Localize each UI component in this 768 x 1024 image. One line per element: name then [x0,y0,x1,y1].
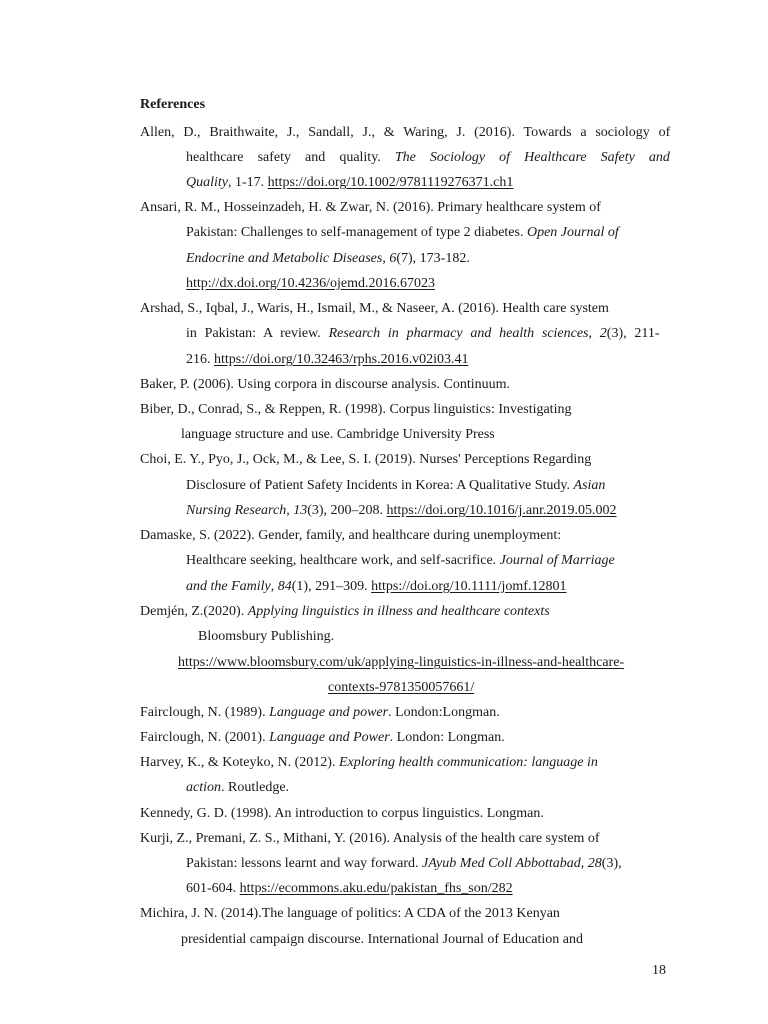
reference-text: Demjén, Z.(2020). [140,604,248,619]
reference-line [140,527,561,545]
reference-line [140,704,500,722]
reference-italic-text: Journal of Marriage [499,553,615,568]
reference-text: Damaske, S. (2022). Gender, family, and healthcare during unemployment: [140,528,562,543]
reference-italic-text: action [186,780,221,795]
reference-italic-text: 2 [599,326,607,341]
reference-line [181,426,495,444]
reference-line [186,149,670,167]
reference-text: Biber, D., Conrad, S., & Reppen, R. (1998). Corpus linguistics: Investigating [140,402,572,417]
reference-text: Disclosure of Patient Safety Incidents in Korea: A Qualitative Study. [186,478,574,493]
reference-line [140,199,601,217]
reference-line [140,451,591,469]
reference-italic-text: and the Family [186,579,271,594]
reference-line [186,855,622,873]
reference-text: (3), [601,856,622,871]
reference-line [186,779,289,797]
reference-link[interactable]: https://doi.org/10.1016/j.anr.2019.05.002 [386,503,617,518]
reference-line [140,805,544,823]
reference-italic-text: Applying linguistics in illness and healthcare contexts [247,604,550,619]
reference-italic-text: Open Journal of [526,225,619,240]
reference-text: , [270,579,278,594]
reference-line [186,224,619,242]
reference-line [140,729,505,747]
reference-line [186,552,615,570]
reference-italic-text: Endocrine and Metabolic Diseases [186,251,383,266]
reference-link[interactable]: https://doi.org/10.32463/rphs.2016.v02i03.41 [214,352,469,367]
reference-text: Kennedy, G. D. (1998). An introduction to corpus linguistics. Longman. [140,806,544,821]
reference-text: 601-604. [186,881,240,896]
reference-text: Allen, D., Braithwaite, J., Sandall, J., & Waring, J. (2016). Towards a sociology of [140,125,671,140]
reference-italic-text: Nursing Research [186,503,287,518]
reference-text: healthcare safety and quality. [186,150,395,165]
reference-text: Pakistan: lessons learnt and way forward. [186,856,422,871]
reference-text: (3), 200–208. [307,503,387,518]
reference-line [178,654,624,672]
reference-text: (7), 173-182. [396,251,470,266]
reference-text: . London: Longman. [389,730,505,745]
reference-text: . London:Longman. [388,705,500,720]
reference-line [186,351,468,369]
reference-line [186,880,513,898]
reference-text: . Routledge. [221,780,290,795]
reference-text: Choi, E. Y., Pyo, J., Ock, M., & Lee, S. I. (2019). Nurses' Perceptions Regarding [140,452,592,467]
reference-text: presidential campaign discourse. International Journal of Education and [181,932,583,947]
reference-line [328,679,474,697]
reference-text: in Pakistan: A review. [186,326,329,341]
reference-text: (3), 211- [606,326,660,341]
reference-italic-text: 13 [293,503,308,518]
reference-italic-text: Language and power [269,705,389,720]
reference-text: Healthcare seeking, healthcare work, and self-sacrifice. [186,553,500,568]
reference-line [186,325,660,343]
reference-text: Ansari, R. M., Hosseinzadeh, H. & Zwar, N. (2016). Primary healthcare system of [140,200,601,215]
reference-text: Fairclough, N. (1989). [140,705,270,720]
reference-text: Pakistan: Challenges to self-management of type 2 diabetes. [186,225,527,240]
reference-italic-text: Exploring health communication: language in [338,755,598,770]
reference-text: language structure and use. Cambridge University Press [181,427,495,442]
reference-link[interactable]: https://doi.org/10.1002/9781119276371.ch1 [267,175,514,190]
reference-italic-text: Language and Power [269,730,390,745]
reference-italic-text: JAyub Med Coll Abbottabad, 28 [422,856,602,871]
reference-link[interactable]: https://ecommons.aku.edu/pakistan_fhs_son/282 [239,881,513,896]
reference-text: , 1-17. [228,175,268,190]
reference-text: 216. [186,352,214,367]
reference-line [186,174,513,192]
reference-italic-text: The Sociology of Healthcare Safety and [394,150,670,165]
reference-text: Bloomsbury Publishing. [198,629,335,644]
reference-line [140,830,600,848]
reference-line [186,275,435,293]
reference-link[interactable]: https://www.bloomsbury.com/uk/applying-linguistics-in-illness-and-healthcare- [178,655,625,670]
reference-italic-text: Quality [186,175,228,190]
reference-text: Harvey, K., & Koteyko, N. (2012). [140,755,339,770]
reference-line [140,905,560,923]
reference-text: , [286,503,294,518]
reference-text: Michira, J. N. (2014).The language of politics: A CDA of the 2013 Kenyan [140,906,560,921]
reference-line [186,502,617,520]
reference-italic-text: 6 [389,251,397,266]
reference-line [186,250,470,268]
page-number: 18 [652,963,666,978]
reference-link[interactable]: contexts-9781350057661/ [328,680,475,695]
reference-line [140,376,510,394]
references-heading: References [140,97,206,112]
reference-line [181,931,583,949]
reference-text: , [588,326,600,341]
reference-line [140,754,598,772]
reference-italic-text: Research in pharmacy and health sciences [328,326,589,341]
reference-link[interactable]: http://dx.doi.org/10.4236/ojemd.2016.67023 [186,276,436,291]
reference-text: Kurji, Z., Premani, Z. S., Mithani, Y. (2016). Analysis of the health care system of [140,831,600,846]
reference-italic-text: 84 [277,579,292,594]
reference-italic-text: Asian [573,478,606,493]
reference-line [186,477,605,495]
reference-text: , [382,251,390,266]
reference-line [198,628,334,646]
reference-text: Fairclough, N. (2001). [140,730,270,745]
reference-line [140,401,571,419]
reference-line [140,124,670,142]
reference-text: (1), 291–309. [291,579,372,594]
reference-line [186,578,566,596]
reference-text: Baker, P. (2006). Using corpora in discourse analysis. Continuum. [140,377,511,392]
reference-text: Arshad, S., Iqbal, J., Waris, H., Ismail, M., & Naseer, A. (2016). Health care system [140,301,609,316]
reference-line [140,300,609,318]
reference-link[interactable]: https://doi.org/10.1111/jomf.12801 [371,579,567,594]
reference-line [140,603,550,621]
